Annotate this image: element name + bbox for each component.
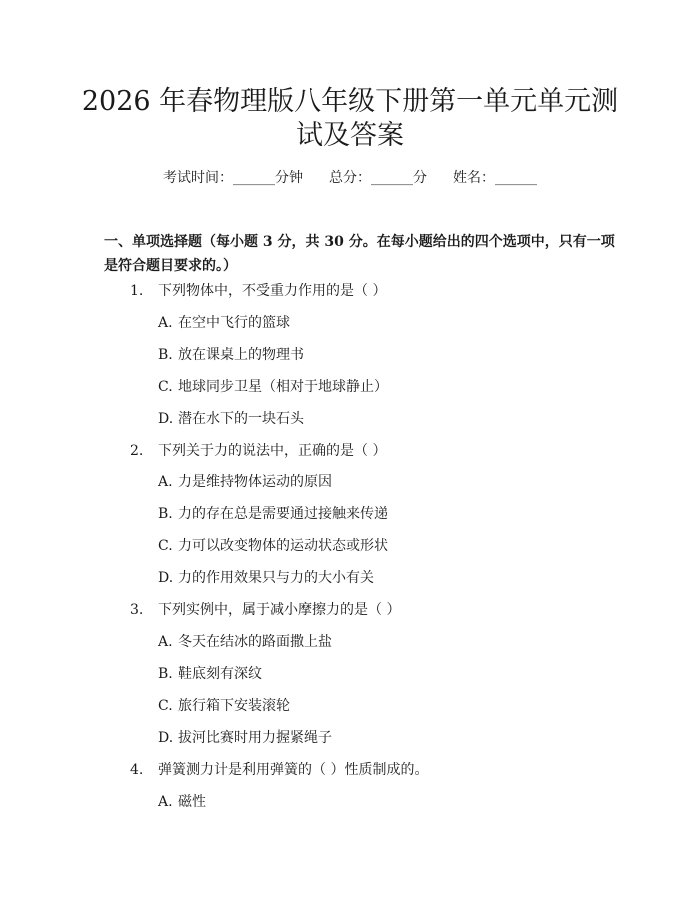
option-text: 力的作用效果只与力的大小有关 [178,570,374,586]
document-title-line1: 2026 年春物理版八年级下册第一单元单元测 [81,86,619,117]
option-2a [158,472,332,492]
question-3 [130,600,400,620]
question-number: 4. [130,762,144,778]
question-number: 2. [130,443,144,459]
option-1c [158,377,388,397]
option-letter: A. [158,315,173,331]
option-text: 地球同步卫星（相对于地球静止） [178,379,388,395]
question-text: 下列物体中，不受重力作用的是（ ） [158,283,387,299]
section-heading [104,230,615,278]
option-text: 力的存在总是需要通过接触来传递 [178,506,388,522]
option-letter: A. [158,794,173,810]
option-1d [158,409,304,429]
option-3d [158,728,332,748]
option-letter: D. [158,411,174,427]
option-text: 放在课桌上的物理书 [178,347,304,363]
option-letter: A. [158,474,173,490]
question-number: 1. [130,283,144,299]
section-heading-line2: 是符合题目要求的。） [104,258,237,274]
option-text: 潜在水下的一块石头 [178,411,304,427]
option-letter: B. [158,506,173,522]
option-letter: C. [158,379,173,395]
question-2 [130,441,386,461]
option-2d [158,568,374,588]
exam-info [0,168,700,188]
option-text: 旅行箱下安装滚轮 [178,698,290,714]
section-heading-line1: 一、单项选择题（每小题 3 分，共 30 分。在每小题给出的四个选项中，只有一项 [104,234,615,250]
option-letter: C. [158,698,173,714]
option-3a [158,632,332,652]
option-text: 在空中飞行的篮球 [178,315,290,331]
option-text: 力可以改变物体的运动状态或形状 [178,538,388,554]
option-1a [158,313,290,333]
option-1b [158,345,304,365]
option-letter: B. [158,666,173,682]
option-2b [158,504,388,524]
document-title-line2: 试及答案 [296,120,404,151]
question-1 [130,281,386,301]
option-letter: D. [158,730,174,746]
option-text: 冬天在结冰的路面撒上盐 [178,634,332,650]
question-text: 下列关于力的说法中，正确的是（ ） [158,443,387,459]
option-letter: D. [158,570,174,586]
student-name: 姓名：______ [453,170,537,186]
question-text: 弹簧测力计是利用弹簧的（ ）性质制成的。 [158,762,429,778]
option-3b [158,664,262,684]
question-text: 下列实例中，属于减小摩擦力的是（ ） [158,602,401,618]
option-4a [158,792,206,812]
option-text: 磁性 [178,794,206,810]
option-text: 力是维持物体运动的原因 [178,474,332,490]
exam-time: 考试时间：______分钟 [163,170,303,186]
option-letter: B. [158,347,173,363]
option-letter: A. [158,634,173,650]
option-letter: C. [158,538,173,554]
option-3c [158,696,290,716]
question-4 [130,760,428,780]
option-2c [158,536,388,556]
exam-score: 总分：______分 [329,170,427,186]
question-number: 3. [130,602,144,618]
option-text: 拔河比赛时用力握紧绳子 [178,730,332,746]
option-text: 鞋底刻有深纹 [178,666,262,682]
